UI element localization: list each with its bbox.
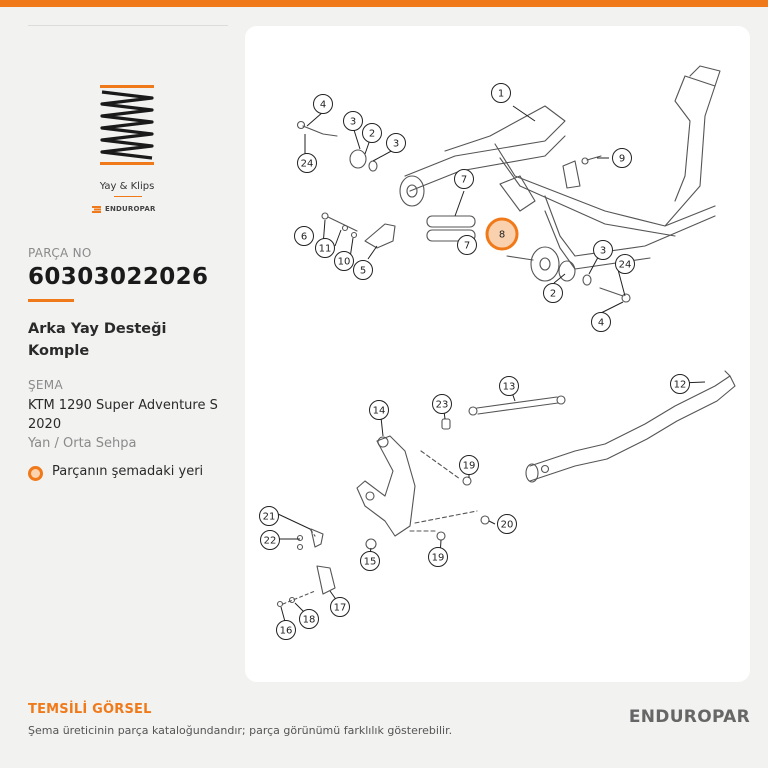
brand-underline: [114, 196, 142, 197]
callout-label: 10: [337, 256, 351, 268]
callout-label: 24: [618, 259, 632, 271]
callout-label: 9: [618, 153, 626, 165]
callout-4: [314, 95, 333, 114]
part-number-underline: [28, 299, 74, 302]
top-accent-bar: [0, 0, 768, 7]
sidebar-divider: [28, 25, 228, 26]
callout-2: [363, 124, 382, 143]
callout-1: [492, 84, 511, 103]
callout-label: 19: [462, 460, 476, 472]
callout-label: 19: [431, 552, 445, 564]
part-number: 60303022026: [28, 264, 209, 290]
company-logo-small: [92, 205, 156, 213]
footer-note: Şema üreticinin parça kataloğundandır; parça görünümü farklılık gösterebilir.: [28, 724, 453, 737]
callout-15: [361, 552, 380, 571]
part-no-label: PARÇA NO: [28, 246, 92, 260]
callout-label: 3: [599, 245, 607, 257]
callout-20: [498, 515, 517, 534]
callout-10: [335, 252, 354, 271]
callout-7: [458, 236, 477, 255]
footer-title: TEMSİLİ GÖRSEL: [28, 702, 152, 717]
callout-label: 14: [372, 405, 386, 417]
callout-label: 18: [302, 614, 316, 626]
callout-24: [298, 154, 317, 173]
brand-category-name: Yay & Klips: [99, 181, 155, 192]
callout-label: 17: [333, 602, 347, 614]
callout-7: [455, 170, 474, 189]
callout-16: [277, 621, 296, 640]
callout-label: 2: [549, 288, 557, 300]
callout-highlighted: [487, 219, 517, 249]
schema-category: Yan / Orta Sehpa: [28, 436, 137, 451]
callout-11: [316, 239, 335, 258]
callout-label: 7: [463, 240, 471, 252]
callout-19: [460, 456, 479, 475]
callout-13: [500, 377, 519, 396]
schema-label: ŞEMA: [28, 378, 63, 392]
callout-label: 1: [497, 88, 505, 100]
vehicle-model: KTM 1290 Super Adventure S 2020: [28, 398, 218, 432]
callout-3: [344, 112, 363, 131]
callout-group: [260, 84, 690, 640]
callout-9: [613, 149, 632, 168]
company-mark-icon: [92, 206, 101, 213]
callout-label: 24: [300, 158, 314, 170]
callout-5: [354, 261, 373, 280]
callout-label: 13: [502, 381, 516, 393]
callout-6: [295, 227, 314, 246]
legend-text: Parçanın şemadaki yeri: [52, 464, 204, 479]
callout-label: 21: [262, 511, 276, 523]
callout-2: [544, 284, 563, 303]
callout-label: 4: [319, 99, 327, 111]
callout-label: 22: [263, 535, 277, 547]
callout-21: [260, 507, 279, 526]
callout-4: [592, 313, 611, 332]
callout-19: [429, 548, 448, 567]
callout-label: 6: [300, 231, 308, 243]
callout-24: [616, 255, 635, 274]
callout-label: 12: [673, 379, 687, 391]
callout-18: [300, 610, 319, 629]
callout-label: 4: [597, 317, 605, 329]
company-name-small: ENDUROPAR: [105, 205, 156, 213]
callout-17: [331, 598, 350, 617]
callout-label: 23: [435, 399, 449, 411]
exploded-parts-diagram: [245, 26, 750, 682]
callout-label: 7: [460, 174, 468, 186]
parts-diagram-panel: [245, 26, 750, 682]
callout-3: [594, 241, 613, 260]
callout-label: 8: [498, 229, 506, 241]
callout-label: 15: [363, 556, 377, 568]
callout-label: 5: [359, 265, 367, 277]
spring-logo-icon: [98, 84, 156, 166]
location-marker-icon: [28, 466, 43, 481]
callout-12: [671, 375, 690, 394]
callout-label: 16: [279, 625, 293, 637]
part-name: Arka Yay Desteği Komple: [28, 321, 167, 359]
callout-label: 2: [368, 128, 376, 140]
callout-label: 3: [392, 138, 400, 150]
callout-22: [261, 531, 280, 550]
callout-14: [370, 401, 389, 420]
callout-label: 20: [500, 519, 514, 531]
footer-brand: ENDUROPAR: [628, 707, 750, 727]
callout-label: 11: [318, 243, 332, 255]
callout-23: [433, 395, 452, 414]
callout-3: [387, 134, 406, 153]
callout-label: 3: [349, 116, 357, 128]
